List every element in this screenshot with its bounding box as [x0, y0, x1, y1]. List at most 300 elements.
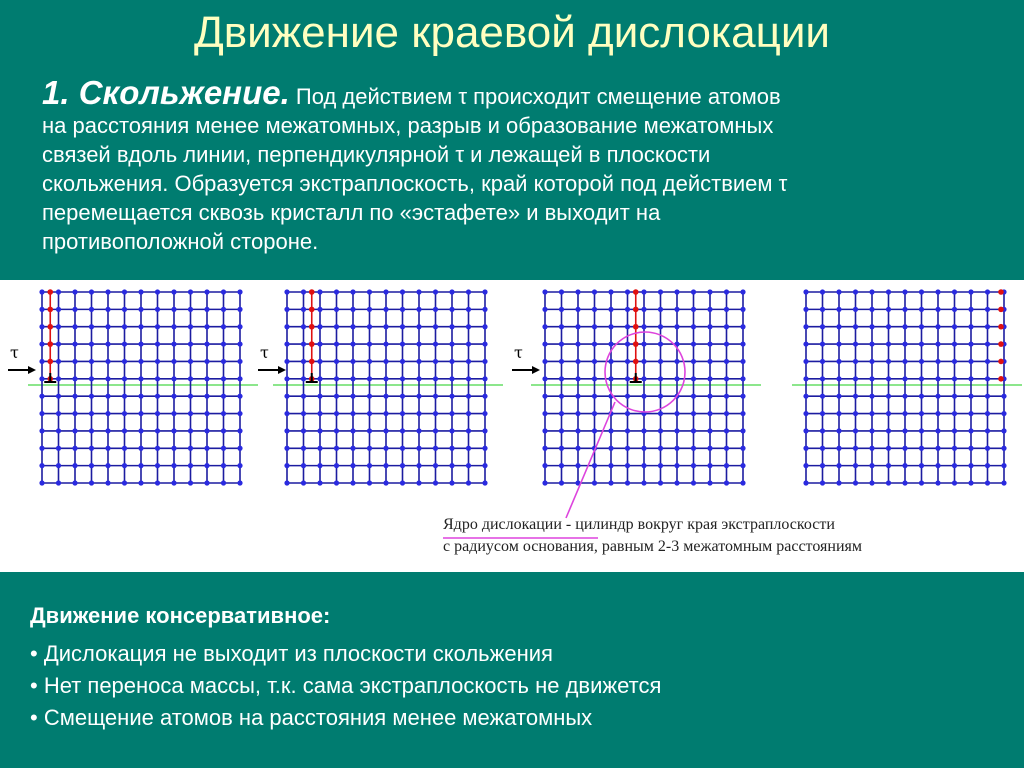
atom [105, 428, 110, 433]
atom [400, 463, 405, 468]
atom [56, 480, 61, 485]
atom [89, 463, 94, 468]
atom [433, 376, 438, 381]
atom [39, 480, 44, 485]
atom [284, 376, 289, 381]
atom [869, 324, 874, 329]
shear-arrow-head [278, 366, 286, 374]
atom [575, 411, 580, 416]
atom [171, 359, 176, 364]
atom [204, 411, 209, 416]
atom [803, 394, 808, 399]
atom [952, 324, 957, 329]
atom [853, 289, 858, 294]
atom [188, 428, 193, 433]
atom [691, 324, 696, 329]
atom [237, 394, 242, 399]
atom [559, 341, 564, 346]
atom [869, 307, 874, 312]
atom [919, 463, 924, 468]
atom [902, 376, 907, 381]
atom [138, 289, 143, 294]
atom [724, 307, 729, 312]
atom [89, 376, 94, 381]
atom [204, 324, 209, 329]
atom [836, 376, 841, 381]
atom [383, 463, 388, 468]
atom [433, 359, 438, 364]
atom [886, 341, 891, 346]
atom [105, 376, 110, 381]
atom [740, 341, 745, 346]
atom [122, 411, 127, 416]
atom [89, 446, 94, 451]
atom [691, 446, 696, 451]
atom [740, 307, 745, 312]
atom [383, 428, 388, 433]
shear-arrow-head [532, 366, 540, 374]
atom [836, 463, 841, 468]
atom [542, 324, 547, 329]
atom [334, 446, 339, 451]
atom [188, 411, 193, 416]
atom [935, 341, 940, 346]
atom [221, 324, 226, 329]
extra-atom [309, 307, 315, 313]
atom [559, 411, 564, 416]
atom [853, 428, 858, 433]
atom [433, 307, 438, 312]
caption-line2: с радиусом основания, равным 2-3 межатомным расстояниям [443, 538, 862, 555]
atom [608, 446, 613, 451]
atom [869, 428, 874, 433]
atom [820, 463, 825, 468]
atom [740, 359, 745, 364]
atom [608, 376, 613, 381]
atom [542, 307, 547, 312]
atom [559, 289, 564, 294]
atom [466, 394, 471, 399]
atom [707, 446, 712, 451]
atom [886, 289, 891, 294]
atom [919, 428, 924, 433]
atom [171, 394, 176, 399]
atom [935, 411, 940, 416]
atom [740, 394, 745, 399]
atom [334, 428, 339, 433]
atom [122, 359, 127, 364]
atom [658, 394, 663, 399]
atom [72, 463, 77, 468]
atom [625, 289, 630, 294]
atom [803, 463, 808, 468]
atom [1001, 446, 1006, 451]
atom [575, 376, 580, 381]
atom [919, 480, 924, 485]
atom [542, 411, 547, 416]
atom [171, 289, 176, 294]
atom [575, 324, 580, 329]
atom [658, 376, 663, 381]
atom [317, 463, 322, 468]
atom [820, 341, 825, 346]
atom [559, 446, 564, 451]
atom [367, 446, 372, 451]
atom [836, 411, 841, 416]
atom [482, 411, 487, 416]
atom [466, 411, 471, 416]
atom [803, 376, 808, 381]
atom [886, 376, 891, 381]
atom [301, 446, 306, 451]
atom [466, 446, 471, 451]
atom [820, 359, 825, 364]
atom [400, 446, 405, 451]
atom [968, 359, 973, 364]
atom [433, 411, 438, 416]
atom [89, 324, 94, 329]
atom [221, 480, 226, 485]
atom [707, 480, 712, 485]
atom [39, 428, 44, 433]
atom [301, 324, 306, 329]
atom [592, 307, 597, 312]
atom [886, 307, 891, 312]
atom [138, 307, 143, 312]
atom [449, 428, 454, 433]
atom [968, 480, 973, 485]
atom [853, 359, 858, 364]
atom [985, 411, 990, 416]
atom [221, 289, 226, 294]
atom [188, 480, 193, 485]
atom [902, 446, 907, 451]
atom [350, 428, 355, 433]
atom [952, 394, 957, 399]
atom [853, 446, 858, 451]
atom [658, 359, 663, 364]
atom [416, 359, 421, 364]
atom [853, 480, 858, 485]
atom [383, 289, 388, 294]
atom [317, 307, 322, 312]
atom [836, 324, 841, 329]
atom [641, 324, 646, 329]
atom [836, 480, 841, 485]
list-item: • Дислокация не выходит из плоскости скольжения [30, 638, 1010, 670]
atom [367, 463, 372, 468]
atom [724, 289, 729, 294]
atom [869, 411, 874, 416]
intro-lead: 1. Скольжение. [42, 74, 290, 111]
atom [350, 307, 355, 312]
atom [985, 307, 990, 312]
atom [334, 359, 339, 364]
atom [39, 463, 44, 468]
caption-rest: - цилиндр вокруг края экстраплоскости [561, 516, 835, 533]
atom [171, 324, 176, 329]
atom [105, 341, 110, 346]
atom [367, 480, 372, 485]
atom [416, 463, 421, 468]
atom [105, 463, 110, 468]
atom [625, 463, 630, 468]
atom [204, 341, 209, 346]
atom [658, 341, 663, 346]
atom [367, 307, 372, 312]
atom [853, 324, 858, 329]
atom [284, 463, 289, 468]
atom [674, 428, 679, 433]
atom [89, 307, 94, 312]
atom [592, 376, 597, 381]
atom [724, 394, 729, 399]
atom [740, 411, 745, 416]
atom [542, 463, 547, 468]
atom [317, 394, 322, 399]
atom [919, 411, 924, 416]
atom [803, 480, 808, 485]
atom [449, 341, 454, 346]
intro-line: связей вдоль линии, перпендикулярной τ и лежащей в плоскости [42, 142, 711, 167]
atom [449, 376, 454, 381]
conclusion-heading: Движение консервативное: [30, 603, 331, 628]
atom [155, 394, 160, 399]
atom [367, 428, 372, 433]
atom [985, 480, 990, 485]
atom [449, 394, 454, 399]
atom [188, 324, 193, 329]
atom [482, 359, 487, 364]
atom [724, 376, 729, 381]
atom [836, 359, 841, 364]
atom [204, 480, 209, 485]
atom [592, 341, 597, 346]
caption-term: Ядро дислокации [443, 516, 562, 533]
atom [72, 289, 77, 294]
atom [284, 324, 289, 329]
atom [935, 446, 940, 451]
atom [449, 446, 454, 451]
extra-atom [633, 359, 639, 365]
atom [1001, 411, 1006, 416]
atom [853, 411, 858, 416]
extra-atom [47, 341, 53, 347]
atom [691, 307, 696, 312]
atom [466, 341, 471, 346]
atom [301, 376, 306, 381]
atom [449, 480, 454, 485]
atom [39, 324, 44, 329]
atom [383, 307, 388, 312]
atom [171, 341, 176, 346]
extra-atom [998, 289, 1004, 295]
atom [674, 480, 679, 485]
conclusion-block [30, 600, 1010, 734]
tau-label: τ [514, 343, 523, 362]
atom [122, 463, 127, 468]
atom [740, 428, 745, 433]
atom [122, 480, 127, 485]
atom [952, 446, 957, 451]
atom [383, 341, 388, 346]
atom [334, 463, 339, 468]
atom [284, 341, 289, 346]
atom [317, 446, 322, 451]
atom [674, 446, 679, 451]
atom [724, 428, 729, 433]
atom [542, 289, 547, 294]
atom [155, 376, 160, 381]
atom [400, 359, 405, 364]
atom [919, 394, 924, 399]
atom [592, 394, 597, 399]
atom [803, 341, 808, 346]
atom [542, 446, 547, 451]
atom [383, 446, 388, 451]
atom [350, 359, 355, 364]
atom [482, 324, 487, 329]
atom [89, 289, 94, 294]
atom [691, 411, 696, 416]
atom [559, 480, 564, 485]
atom [952, 376, 957, 381]
atom [575, 446, 580, 451]
atom [39, 411, 44, 416]
atom [39, 446, 44, 451]
atom [625, 428, 630, 433]
atom [301, 463, 306, 468]
atom [155, 411, 160, 416]
extra-atom [633, 341, 639, 347]
atom [433, 324, 438, 329]
atom [575, 307, 580, 312]
extra-atom [633, 307, 639, 313]
atom [416, 428, 421, 433]
atom [658, 289, 663, 294]
atom [820, 376, 825, 381]
atom [237, 324, 242, 329]
atom [350, 411, 355, 416]
atom [155, 341, 160, 346]
atom [985, 394, 990, 399]
atom [968, 289, 973, 294]
atom [886, 428, 891, 433]
atom [482, 463, 487, 468]
atom [449, 324, 454, 329]
atom [449, 359, 454, 364]
atom [400, 376, 405, 381]
atom [138, 376, 143, 381]
atom [658, 324, 663, 329]
atom [89, 428, 94, 433]
atom [221, 341, 226, 346]
atom [1001, 394, 1006, 399]
atom [919, 446, 924, 451]
atom [433, 341, 438, 346]
atom [869, 341, 874, 346]
atom [820, 411, 825, 416]
atom [334, 307, 339, 312]
atom [350, 463, 355, 468]
atom [968, 428, 973, 433]
atom [1001, 428, 1006, 433]
atom [350, 446, 355, 451]
atom [400, 480, 405, 485]
atom [105, 289, 110, 294]
atom [188, 463, 193, 468]
atom [138, 394, 143, 399]
atom [724, 446, 729, 451]
atom [625, 376, 630, 381]
atom [56, 411, 61, 416]
atom [416, 446, 421, 451]
atom [350, 341, 355, 346]
atom [416, 289, 421, 294]
atom [724, 463, 729, 468]
atom [89, 411, 94, 416]
atom [56, 324, 61, 329]
atom [155, 446, 160, 451]
atom [935, 394, 940, 399]
atom [919, 376, 924, 381]
atom [482, 428, 487, 433]
atom [968, 307, 973, 312]
atom [625, 480, 630, 485]
conclusion-list [30, 638, 1010, 734]
atom [985, 359, 990, 364]
atom [105, 394, 110, 399]
atom [707, 307, 712, 312]
atom [592, 480, 597, 485]
extra-atom [998, 376, 1004, 382]
extra-atom [998, 307, 1004, 313]
atom [985, 428, 990, 433]
atom [968, 411, 973, 416]
atom [72, 480, 77, 485]
atom [482, 394, 487, 399]
atom [853, 463, 858, 468]
atom [641, 463, 646, 468]
atom [466, 463, 471, 468]
atom [625, 394, 630, 399]
atom [237, 446, 242, 451]
atom [334, 480, 339, 485]
atom [433, 289, 438, 294]
atom [105, 307, 110, 312]
atom [575, 463, 580, 468]
atom [952, 289, 957, 294]
atom [416, 411, 421, 416]
atom [968, 376, 973, 381]
atom [334, 376, 339, 381]
atom [105, 446, 110, 451]
atom [56, 376, 61, 381]
intro-paragraph [42, 74, 1002, 256]
atom [138, 428, 143, 433]
atom [105, 359, 110, 364]
atom [416, 394, 421, 399]
atom [674, 324, 679, 329]
atom [317, 376, 322, 381]
atom [105, 480, 110, 485]
atom [155, 324, 160, 329]
atom [237, 341, 242, 346]
atom [301, 307, 306, 312]
atom [985, 341, 990, 346]
atom [56, 341, 61, 346]
atom [400, 428, 405, 433]
